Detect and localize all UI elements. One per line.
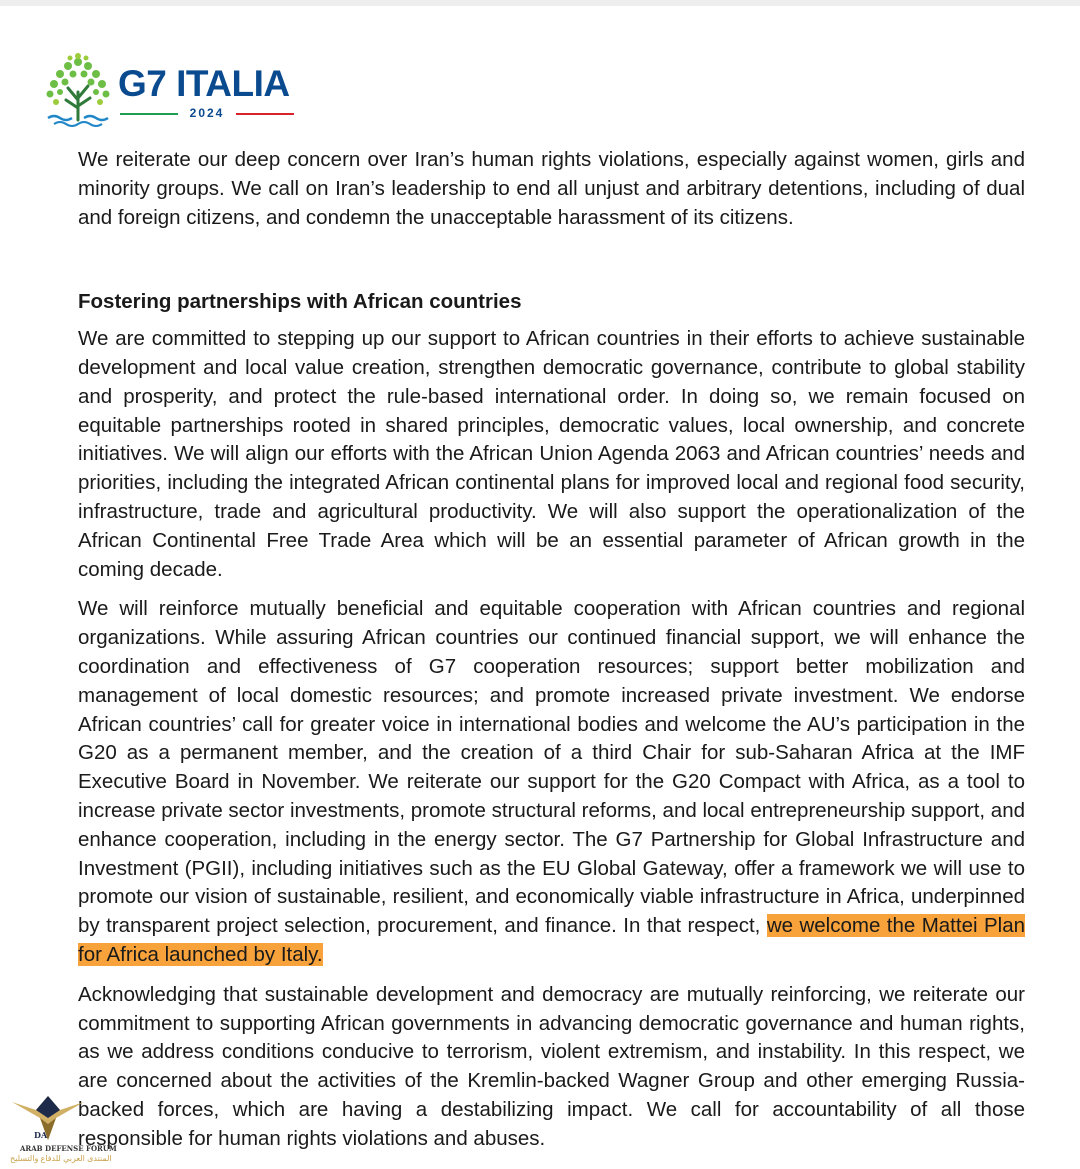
highlighted-text: we welcome the Mattei Plan for Africa launched by Italy. — [78, 914, 1025, 966]
section-heading: Fostering partnerships with African countries — [78, 290, 522, 314]
document-body — [78, 146, 1025, 1154]
paragraph-commitment: We are committed to stepping up our support to African countries in their efforts to achieve sustainable development and local value creation, strengthen democratic governance, contribute to global stability and prosperity, and protect the rule-based international order. In doing so, we remain focused on equitable partnerships rooted in shared principles, democratic values, local ownership, and concrete initiatives. We will align our efforts with the African Union Agenda 2063 and African countries’ needs and priorities, including the integrated African continental plans for improved local and regional food security, infrastructure, trade and agricultural productivity. We will also support the operationalization of the African Continental Free Trade Area which will be an essential parameter of African growth in the coming decade. — [78, 327, 1025, 581]
page-top-edge — [0, 0, 1080, 6]
logo-year: 2024 — [189, 106, 225, 120]
olive-tree-icon — [40, 52, 116, 128]
g7-italia-logo — [40, 52, 300, 132]
eagle-emblem-icon — [10, 1088, 86, 1146]
forum-watermark — [6, 1088, 116, 1168]
logo-year-row — [120, 106, 294, 120]
logo-green-line — [120, 113, 178, 115]
paragraph-cooperation — [78, 595, 1025, 969]
paragraph-cooperation-text: We will reinforce mutually beneficial and equitable cooperation with African countries and regional organizations. While assuring African countries our continued financial support, we will enhance the coordination and effectiveness of G7 cooperation resources; support better mobilization and management of local domestic resources; and promote increased private investment. We endorse African countries’ call for greater voice in international bodies and welcome the AU’s participation in the G20 as a permanent member, and the creation of a third Chair for sub-Saharan Africa at the IMF Executive Board in November. We reiterate our support for the G20 Compact with Africa, as a tool to increase private sector investments, promote structural reforms, and local entrepreneurship support, and enhance cooperation, including in the energy sector. The G7 Partnership for Global Infrastructure and Investment (PGII), including initiatives such as the EU Global Gateway, offer a framework we will use to promote our vision of sustainable, resilient, and economically viable infrastructure in Africa, underpinned by transparent project selection, procurement, and finance. In that respect, — [78, 597, 1025, 938]
logo-title: G7 ITALIA — [118, 63, 290, 104]
logo-red-line — [236, 113, 294, 115]
watermark-initials: DA — [34, 1130, 48, 1140]
watermark-english: ARAB DEFENSE FORUM — [20, 1144, 117, 1153]
watermark-arabic: المنتدى العربي للدفاع والتسليح — [10, 1154, 112, 1163]
paragraph-iran: We reiterate our deep concern over Iran’s human rights violations, especially against women, girls and minority groups. We call on Iran’s leadership to end all unjust and arbitrary detentions, including of dual and foreign citizens, and condemn the unacceptable harassment of its citizens. — [78, 148, 1025, 229]
paragraph-democracy: Acknowledging that sustainable development and democracy are mutually reinforcing, we reiterate our commitment to supporting African governments in advancing democratic governance and human rights, as we address conditions conducive to terrorism, violent extremism, and instability. In this respect, we are concerned about the activities of the Kremlin-backed Wagner Group and other emerging Russia-backed forces, which are having a destabilizing impact. We call for accountability of all those responsible for human rights violations and abuses. — [78, 982, 1025, 1150]
